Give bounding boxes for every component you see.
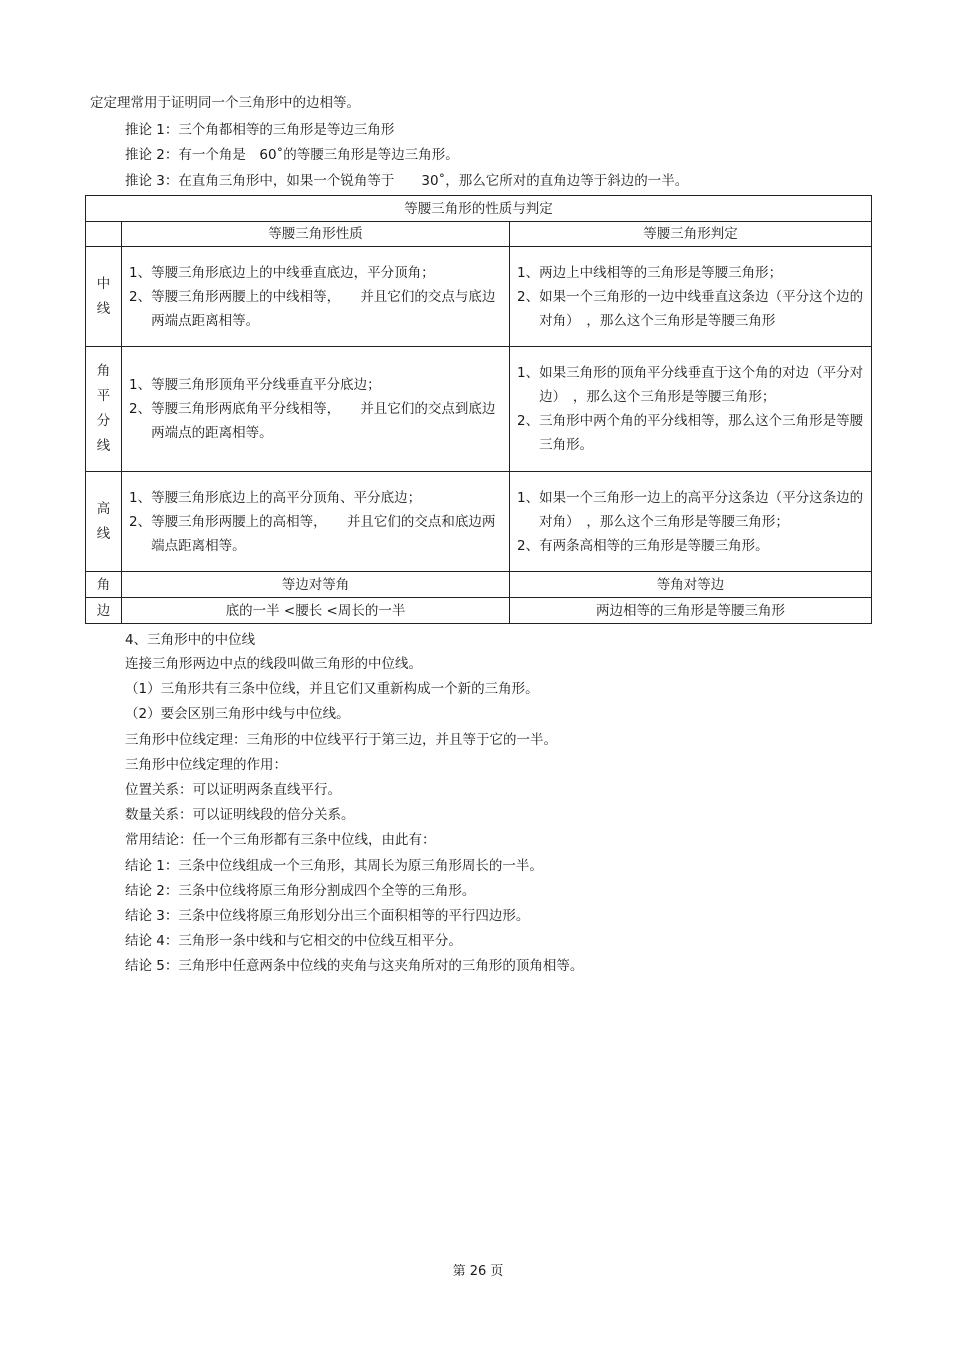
- list-item: [517, 534, 865, 558]
- conclusion-5: 结论 5：三角形中任意两条中位线的夹角与这夹角所对的三角形的顶角相等。: [125, 958, 584, 974]
- row-label: [86, 472, 122, 572]
- row-label-char: 高: [96, 500, 111, 517]
- angle-property: 等边对等角: [122, 572, 510, 598]
- list-item: [517, 261, 865, 285]
- item-number: 2、: [517, 537, 540, 554]
- item-number: 2、: [129, 288, 152, 305]
- item-number: 2、: [517, 288, 540, 305]
- table-row: [86, 347, 872, 472]
- page-number: 第 26 页: [452, 1264, 504, 1279]
- item-number: 1、: [129, 489, 152, 506]
- list-item: [517, 285, 865, 333]
- midline-usage: 三角形中位线定理的作用：: [125, 757, 287, 773]
- item-number: 2、: [129, 513, 152, 530]
- row-label-side: 边: [86, 598, 122, 624]
- item-number: 1、: [517, 489, 540, 506]
- corollary-3: 推论 3：在直角三角形中，如果一个锐角等于 30˚，那么它所对的直角边等于斜边的一半。: [125, 173, 689, 189]
- list-item: [517, 486, 865, 534]
- item-text: 如果一个三角形一边上的高平分这条边（平分这条边的对角） ，那么这个三角形是等腰三角形；: [539, 489, 864, 530]
- col-header-property: 等腰三角形性质: [122, 222, 510, 247]
- property-cell: [122, 247, 510, 347]
- intro-line: 定定理常用于证明同一个三角形中的边相等。: [90, 95, 360, 111]
- row-label-angle: 角: [86, 572, 122, 598]
- midline-theorem: 三角形中位线定理：三角形的中位线平行于第三边，并且等于它的一半。: [125, 732, 557, 748]
- header-blank: [86, 222, 122, 247]
- midline-quantity: 数量关系：可以证明线段的倍分关系。: [125, 807, 355, 823]
- midline-point-1: （1）三角形共有三条中位线，并且它们又重新构成一个新的三角形。: [125, 681, 539, 697]
- row-label-char: 分: [96, 413, 111, 429]
- judge-cell: [510, 247, 872, 347]
- row-label-char: 线: [96, 300, 111, 317]
- item-text: 等腰三角形两底角平分线相等， 并且它们的交点到底边两端点的距离相等。: [151, 401, 496, 441]
- judge-cell: [510, 472, 872, 572]
- side-property: 底的一半 <腰长 <周长的一半: [122, 598, 510, 624]
- conclusion-1: 结论 1：三条中位线组成一个三角形，其周长为原三角形周长的一半。: [125, 858, 543, 874]
- row-label-char: 中: [96, 275, 111, 292]
- row-label: [86, 347, 122, 472]
- item-number: 2、: [129, 401, 152, 417]
- item-number: 1、: [517, 365, 540, 381]
- item-number: 2、: [517, 413, 540, 429]
- table-row: [86, 598, 872, 624]
- midline-definition: 连接三角形两边中点的线段叫做三角形的中位线。: [125, 656, 422, 672]
- row-label-char: 平: [96, 388, 111, 404]
- row-label-char: 线: [96, 525, 111, 542]
- item-text: 等腰三角形两腰上的中线相等， 并且它们的交点与底边两端点距离相等。: [151, 288, 496, 329]
- isosceles-table: [85, 195, 872, 624]
- item-text: 等腰三角形底边上的高平分顶角、平分底边；: [151, 489, 422, 506]
- row-label-char: 线: [96, 438, 111, 454]
- corollary-2: 推论 2：有一个角是 60˚的等腰三角形是等边三角形。: [125, 147, 459, 163]
- list-item: [129, 285, 503, 333]
- property-cell: [122, 347, 510, 472]
- item-text: 有两条高相等的三角形是等腰三角形。: [539, 537, 769, 554]
- row-label: [86, 247, 122, 347]
- item-number: 1、: [129, 377, 152, 393]
- midline-point-2: （2）要会区别三角形中线与中位线。: [125, 706, 350, 722]
- section-heading: 4、三角形中的中位线: [125, 632, 256, 648]
- item-text: 等腰三角形底边上的中线垂直底边，平分顶角；: [151, 264, 435, 281]
- table-row: [86, 572, 872, 598]
- item-text: 等腰三角形两腰上的高相等， 并且它们的交点和底边两端点距离相等。: [151, 513, 496, 554]
- row-label-char: 角: [96, 363, 111, 379]
- list-item: [129, 373, 503, 397]
- item-text: 如果一个三角形的一边中线垂直这条边（平分这个边的对角） ，那么这个三角形是等腰三角形: [539, 288, 864, 329]
- list-item: [517, 409, 865, 457]
- conclusion-4: 结论 4：三角形一条中线和与它相交的中位线互相平分。: [125, 933, 462, 949]
- conclusion-3: 结论 3：三条中位线将原三角形划分出三个面积相等的平行四边形。: [125, 908, 530, 924]
- item-text: 如果三角形的顶角平分线垂直于这个角的对边（平分对边） ，那么这个三角形是等腰三角形；: [539, 365, 864, 405]
- item-number: 1、: [129, 264, 152, 281]
- side-judge: 两边相等的三角形是等腰三角形: [510, 598, 872, 624]
- col-header-judge: 等腰三角形判定: [510, 222, 872, 247]
- item-text: 三角形中两个角的平分线相等，那么这个三角形是等腰三角形。: [539, 413, 864, 453]
- list-item: [129, 261, 503, 285]
- midline-position: 位置关系：可以证明两条直线平行。: [125, 782, 341, 798]
- list-item: [129, 510, 503, 558]
- item-number: 1、: [517, 264, 540, 281]
- item-text: 两边上中线相等的三角形是等腰三角形；: [539, 264, 783, 281]
- property-cell: [122, 472, 510, 572]
- table-title: 等腰三角形的性质与判定: [86, 196, 872, 222]
- angle-judge: 等角对等边: [510, 572, 872, 598]
- table-row: [86, 247, 872, 347]
- list-item: [129, 486, 503, 510]
- list-item: [517, 361, 865, 409]
- judge-cell: [510, 347, 872, 472]
- table-row: [86, 472, 872, 572]
- list-item: [129, 397, 503, 445]
- item-text: 等腰三角形顶角平分线垂直平分底边；: [151, 377, 381, 393]
- midline-common: 常用结论：任一个三角形都有三条中位线，由此有：: [125, 832, 436, 848]
- corollary-1: 推论 1：三个角都相等的三角形是等边三角形: [125, 122, 395, 138]
- conclusion-2: 结论 2：三条中位线将原三角形分割成四个全等的三角形。: [125, 883, 476, 899]
